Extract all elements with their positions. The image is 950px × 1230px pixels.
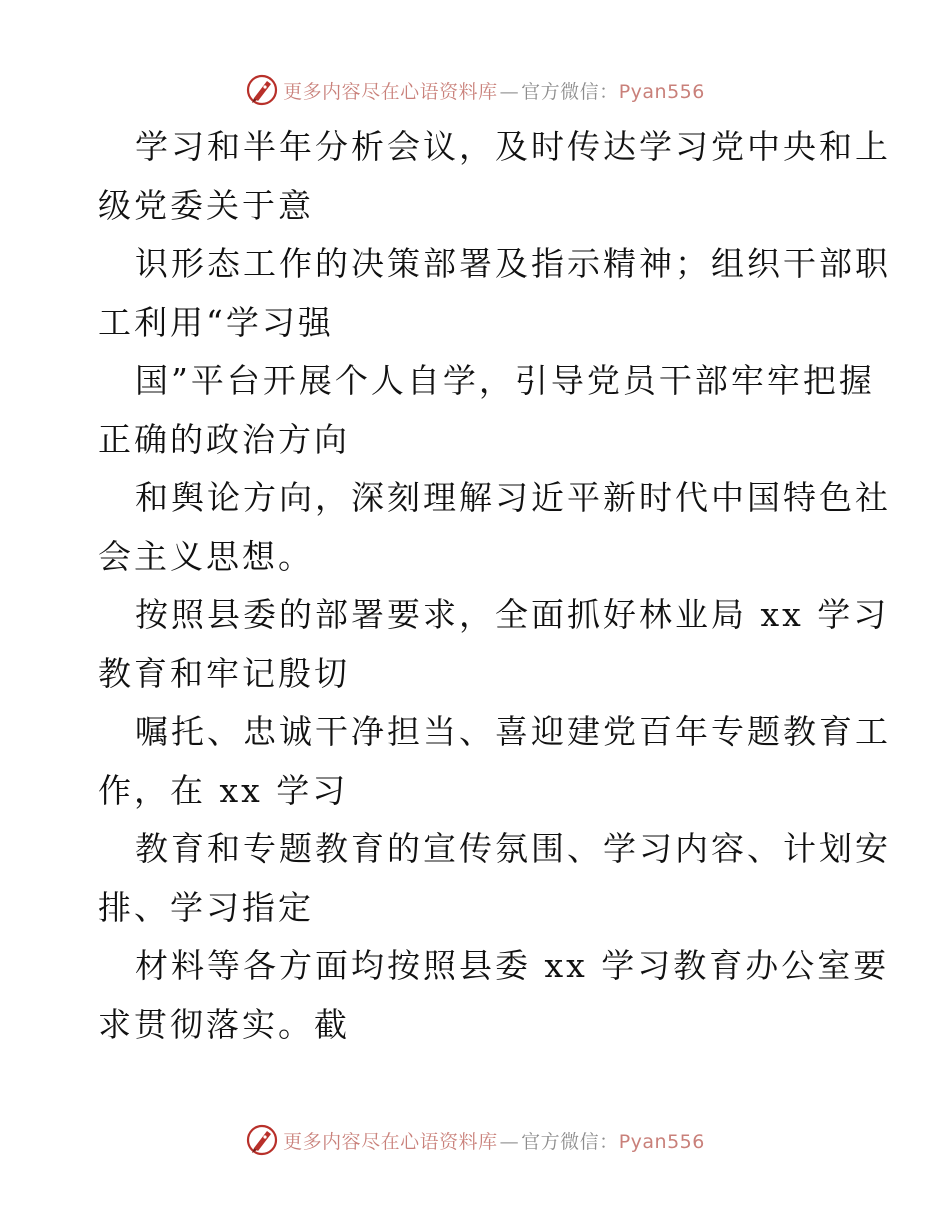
text-line: 正确的政治方向 <box>98 419 350 459</box>
footer-site-text: 更多内容尽在心语资料库 <box>283 1130 498 1153</box>
text-line: 和舆论方向，深刻理解习近平新时代中国特色社 <box>135 478 891 517</box>
text-line: 求贯彻落实。截 <box>98 1004 350 1044</box>
header-text <box>283 77 705 104</box>
header-dash: — <box>499 80 520 103</box>
text-line: 学习和半年分析会议，及时传达学习党中央和上 <box>135 127 891 166</box>
pen-nib-logo-icon <box>245 73 279 107</box>
text-line: 国”平台开展个人自学，引导党员干部牢牢把握 <box>135 361 875 400</box>
text-line: 嘱托、忠诚干净担当、喜迎建党百年专题教育工 <box>135 712 891 751</box>
text-line: 工利用“学习强 <box>98 302 334 342</box>
text-line: 会主义思想。 <box>98 536 314 576</box>
text-line: 按照县委的部署要求，全面抓好林业局 xx 学习 <box>135 595 890 634</box>
footer-banner <box>0 1120 950 1160</box>
header-banner <box>0 70 950 110</box>
text-line: 级党委关于意 <box>98 185 314 225</box>
text-line: 材料等各方面均按照县委 xx 学习教育办公室要 <box>135 946 890 985</box>
text-line: 排、学习指定 <box>98 887 314 927</box>
footer-official-text: 官方微信： <box>521 1130 619 1153</box>
text-line: 作，在 xx 学习 <box>98 770 349 810</box>
footer-text <box>283 1127 705 1154</box>
pen-nib-logo-icon <box>245 1123 279 1157</box>
footer-dash: — <box>499 1130 520 1153</box>
body-text <box>98 118 891 1054</box>
text-line: 教育和专题教育的宣传氛围、学习内容、计划安 <box>135 829 891 868</box>
footer-wechat-id: Pyan556 <box>618 1130 705 1153</box>
header-site-text: 更多内容尽在心语资料库 <box>283 80 498 103</box>
header-wechat-id: Pyan556 <box>618 80 705 103</box>
text-line: 教育和牢记殷切 <box>98 653 350 693</box>
header-official-text: 官方微信： <box>521 80 619 103</box>
text-line: 识形态工作的决策部署及指示精神；组织干部职 <box>135 244 891 283</box>
